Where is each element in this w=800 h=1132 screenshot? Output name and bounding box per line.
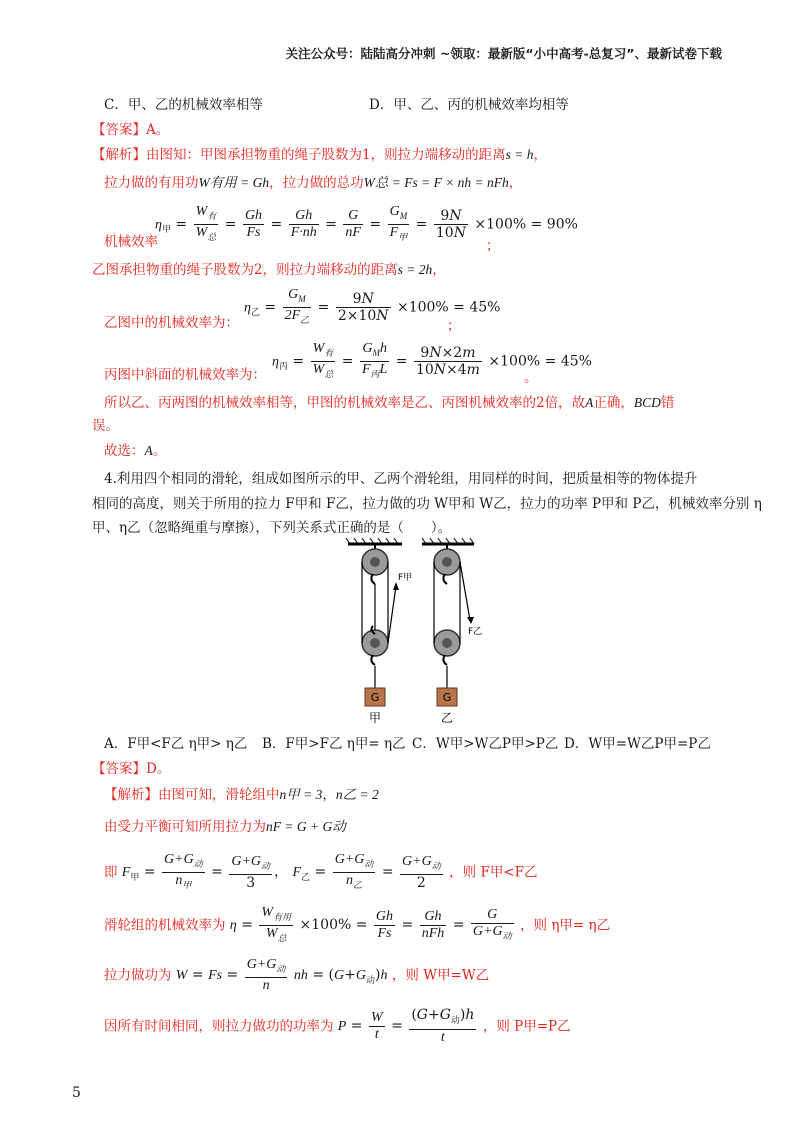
analysis-q4-line-3: 即 $F_甲$ = $\frac{G+G_动}{n_甲}$ = $\frac{G+G_动}{3}$ ， $F_乙$ = $\frac{G+G_动}{n_乙}$ = $\frac{G+G_动}{2}$ ，则 F甲<F乙 — [104, 852, 538, 891]
efficiency-formula-jia: $\eta_甲$ = $\frac{W_有}{W_总}$ = $\frac{Gh}{Fs}$ = $\frac{Gh}{F\cdot nh}$ = $\frac{G}{nF}$ = $\frac{G_M}{F_甲}$ = $\frac{9N}{10N}$ ×100% = 90% — [155, 204, 578, 242]
option-d: D．甲、乙、丙的机械效率均相等 — [369, 97, 569, 113]
force-label-yi: F乙 — [468, 627, 483, 637]
power-formula: P = $\frac{W}{t}$ = $\frac{(G+G_动)h}{t}$ — [337, 1007, 475, 1045]
question-4-line-2: 相同的高度，则关于所用的拉力 F甲和 F乙，拉力做的功 W甲和 W乙，拉力的功率 P甲和 P乙，机械效率分别 η — [92, 496, 762, 512]
option-c: C．甲、乙的机械效率相等 — [104, 97, 263, 113]
analysis-q4-line-1: 【解析】由图可知，滑轮组中n甲 = 3，n乙 = 2 — [104, 787, 379, 803]
question-4-line-3: 甲、η乙（忽略绳重与摩擦），下列关系式正确的是（ ）。 — [92, 520, 452, 536]
analysis-q4-line-6: 因所有时间相同，则拉力做功的功率为 P = $\frac{W}{t}$ = $\frac{(G+G_动)h}{t}$ ，则 P甲=P乙 — [104, 1007, 571, 1045]
weight-label-jia: G — [370, 691, 380, 704]
question-4-line-1: 4.利用四个相同的滑轮，组成如图所示的甲、乙两个滑轮组，用同样的时间，把质量相等的物体提升 — [104, 471, 698, 487]
analysis-line-3: 机械效率 — [104, 234, 158, 250]
page-header: 关注公众号：陆陆高分冲刺 ~领取：最新版“小中高考-总复习”、最新试卷下载 — [285, 46, 722, 61]
analysis-line-4: 乙图承担物重的绳子股数为2，则拉力端移动的距离s = 2h， — [92, 262, 446, 278]
analysis-line-2: 拉力做的有用功W有用 = Gh，拉力做的总功W总 = Fs = F × nh = nFh， — [104, 175, 523, 191]
analysis-line-1: 【解析】由图知：甲图承担物重的绳子股数为1，则拉力端移动的距离s = h， — [92, 147, 547, 163]
analysis-q4-line-2: 由受力平衡可知所用拉力为nF = G + G动 — [104, 819, 346, 835]
analysis-line-5: 乙图中的机械效率为： — [104, 315, 239, 331]
force-label-jia: F甲 — [398, 573, 413, 583]
analysis-line-7: 所以乙、丙两图的机械效率相等，甲图的机械效率是乙、丙图机械效率的2倍，故A正确，BCD错 — [104, 395, 675, 411]
pulley-system-yi — [422, 538, 474, 706]
pulley-figure — [340, 538, 483, 728]
page-number: 5 — [72, 1085, 81, 1101]
work-formula: W = Fs = $\frac{G+G_动}{n}$ nh = $(G+G_动)h$ — [175, 957, 388, 993]
analysis-q4-line-4: 滑轮组的机械效率为 η = $\frac{W_{有用}}{W_总}$ ×100% = $\frac{Gh}{Fs}$ = $\frac{Gh}{\text{nFh}}$ = $\frac{G}{G+G_动}$ ，则 η甲= η乙 — [104, 905, 611, 943]
weight-label-yi: G — [442, 691, 452, 704]
pulley-system-jia — [346, 538, 402, 706]
option-a-q4: A．F甲<F乙 η甲> η乙 — [104, 736, 248, 752]
force-formula: $F_甲$ = $\frac{G+G_动}{n_甲}$ = $\frac{G+G_动}{3}$ ， $F_乙$ = $\frac{G+G_动}{n_乙}$ = $\frac{G+G_动}{2}$ — [121, 852, 441, 891]
option-c-q4: C．W甲>W乙P甲>P乙 — [412, 736, 559, 752]
answer-label: 【答案】A。 — [92, 122, 170, 138]
efficiency-formula-q4: η = $\frac{W_{有用}}{W_总}$ ×100% = $\frac{Gh}{Fs}$ = $\frac{Gh}{\text{nFh}}$ = $\frac{G}{G+G_动}$ — [229, 905, 512, 943]
figure-label-yi: 乙 — [440, 711, 454, 725]
figure-label-jia: 甲 — [368, 711, 382, 725]
efficiency-formula-yi: $\eta_乙$ = $\frac{G_M}{2F_乙}$ = $\frac{9N}{2\times 10N}$ ×100% = 45% — [244, 287, 501, 325]
option-b-q4: B．F甲>F乙 η甲= η乙 — [262, 736, 406, 752]
choose-line: 故选：A。 — [104, 443, 167, 459]
analysis-q4-line-5: 拉力做功为 W = Fs = $\frac{G+G_动}{n}$ nh = $(G+G_动)h$ ，则 W甲=W乙 — [104, 957, 490, 993]
answer-label-q4: 【答案】D。 — [92, 761, 171, 777]
efficiency-formula-bing: $\eta_丙$ = $\frac{W_有}{W_总}$ = $\frac{G_Mh}{F_丙L}$ = $\frac{9N\times 2m}{10N\times 4m}$ ×100% = 45% — [272, 341, 592, 379]
analysis-line-6: 丙图中斜面的机械效率为： — [104, 367, 266, 383]
option-d-q4: D．W甲=W乙P甲=P乙 — [564, 736, 711, 752]
